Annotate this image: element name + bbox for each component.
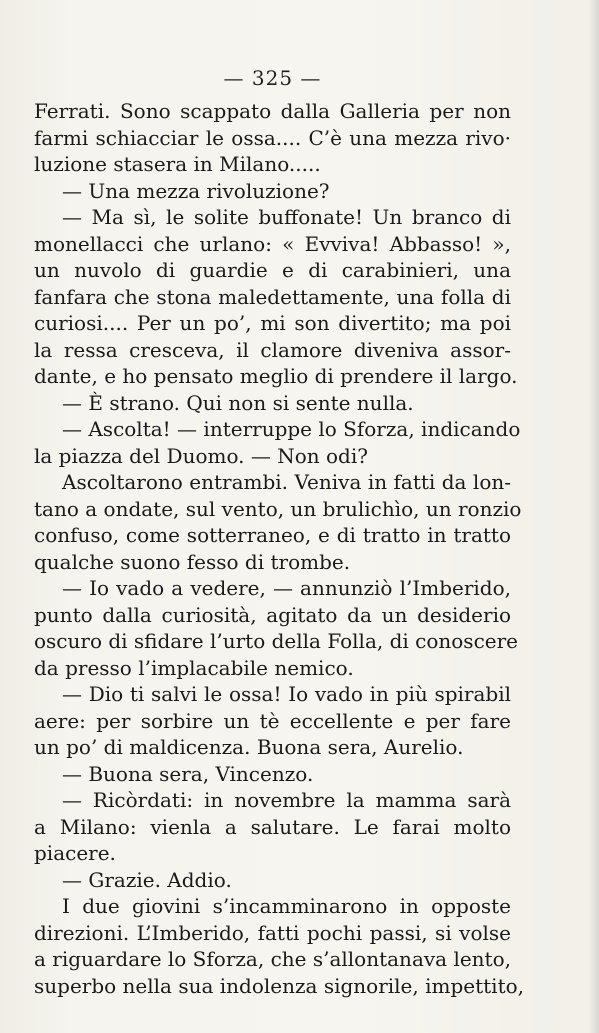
- text-line: Ferrati. Sono scappato dalla Galleria per non: [34, 99, 511, 123]
- text-line: — Buona sera, Vincenzo.: [62, 761, 314, 786]
- text-line: dante, e ho pensato meglio di prendere il largo.: [34, 364, 518, 388]
- text-line: da presso l’implacabile nemico.: [34, 655, 354, 680]
- text-line: — Grazie. Addio.: [62, 867, 232, 892]
- text-line: punto dalla curiosità, agitato da un desiderio: [34, 602, 511, 627]
- text-line: la ressa cresceva, il clamore diveniva assor-: [34, 337, 511, 362]
- text-line: aere: per sorbire un tè eccellente e per fare: [34, 708, 511, 733]
- text-line: — Io vado a vedere, — annunziò l’Imberido,: [62, 576, 511, 600]
- text-line: Ascoltarono entrambi. Veniva in fatti da lon-: [62, 470, 511, 494]
- text-line: un nuvolo di guardie e di carabinieri, una: [34, 258, 511, 282]
- text-line: curiosi.... Per un po’, mi son divertito; ma poi: [34, 311, 511, 335]
- text-line: — È strano. Qui non si sente nulla.: [62, 390, 414, 415]
- text-line: direzioni. L’Imberido, fatti pochi passi, si volse: [34, 920, 511, 945]
- text-line: monellacci che urlano: « Evviva! Abbasso! »,: [34, 231, 511, 256]
- text-line: — Ma sì, le solite buffonate! Un branco di: [62, 205, 511, 229]
- text-line: qualche suono fesso di trombe.: [34, 549, 351, 574]
- text-line: superbo nella sua indolenza signorile, impettito,: [34, 973, 525, 998]
- text-line: luzione stasera in Milano.....: [34, 152, 321, 176]
- page-edge-shadow: [589, 0, 599, 1033]
- text-line: I due giovini s’incamminarono in opposte: [62, 894, 511, 918]
- text-line: un po’ di maldicenza. Buona sera, Aurelio.: [34, 735, 464, 759]
- text-line: — Ascolta! — interruppe lo Sforza, indicando: [62, 417, 521, 441]
- text-line: confuso, come sotterraneo, e di tratto in tratto: [34, 523, 511, 547]
- text-line: farmi schiacciar le ossa.... C’è una mezza rivo·: [34, 125, 511, 150]
- text-line: a Milano: vienla a salutare. Le farai molto: [34, 814, 511, 839]
- page-number: — 325 —: [223, 66, 322, 90]
- text-line: — Ricòrdati: in novembre la mamma sarà: [62, 788, 511, 812]
- text-line: — Una mezza rivoluzione?: [62, 178, 330, 203]
- text-line: fanfara che stona maledettamente, una folla di: [34, 284, 511, 309]
- text-line: a riguardare lo Sforza, che s’allontanava lento,: [34, 947, 511, 971]
- text-line: tano a ondate, sul vento, un brulichìo, un ronzio: [34, 496, 522, 521]
- text-line: la piazza del Duomo. — Non odi?: [34, 443, 368, 468]
- text-line: piacere.: [34, 841, 116, 865]
- page-text: [34, 98, 525, 999]
- text-line: — Dio ti salvi le ossa! Io vado in più spirabil: [62, 682, 511, 706]
- text-line: oscuro di sfidare l’urto della Folla, di conoscere: [34, 629, 519, 653]
